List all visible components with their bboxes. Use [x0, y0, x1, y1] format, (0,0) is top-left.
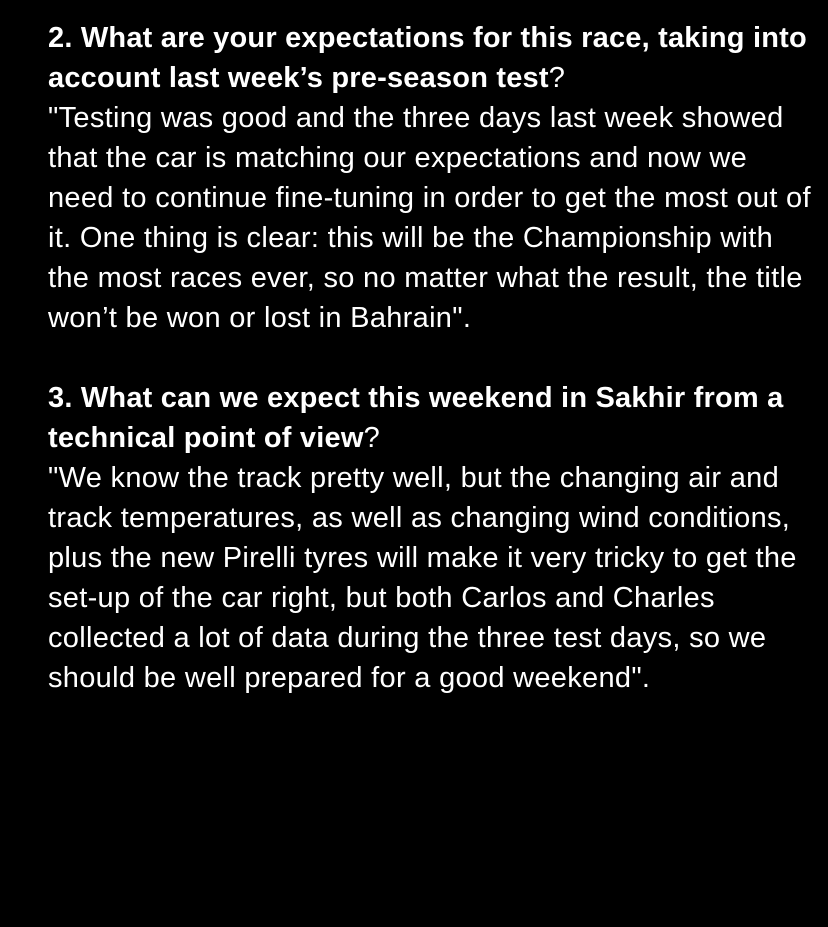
qa-section-2	[48, 18, 818, 338]
answer-3: "We know the track pretty well, but the changing air and track temperatures, as well as changing wind conditions, plus the new Pirelli tyres will make it very tricky to get the set-up of the car right, but both Carlos and Charles collected a lot of data during the three test days, so we should be well prepared for a good weekend".	[48, 462, 797, 694]
question-2	[48, 18, 818, 98]
article-body	[48, 18, 818, 698]
question-2-mark: ?	[548, 62, 566, 94]
qa-section-3	[48, 378, 818, 698]
answer-2: "Testing was good and the three days last week showed that the car is matching our expectations and now we need to continue fine-tuning in order to get the most out of it. One thing is clear: this will be the Championship with the most races ever, so no matter what the result, the title won’t be won or lost in Bahrain".	[48, 102, 811, 334]
question-3-mark: ?	[363, 422, 380, 454]
question-3-text: 3. What can we expect this weekend in Sakhir from a technical point of view	[48, 382, 784, 454]
question-3	[48, 378, 818, 458]
question-2-text: 2. What are your expectations for this race, taking into account last week’s pre-season test	[48, 22, 807, 94]
